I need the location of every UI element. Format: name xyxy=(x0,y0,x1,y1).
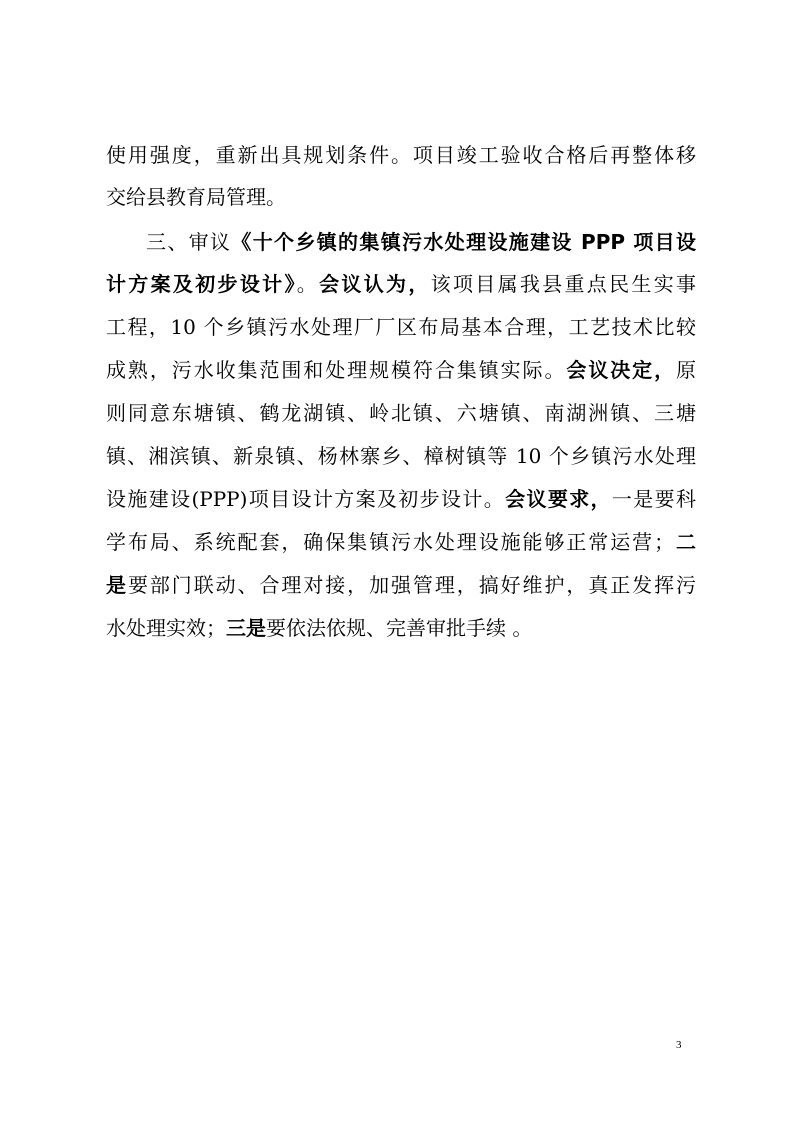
text-line xyxy=(106,182,696,212)
text-line xyxy=(106,613,696,643)
project-title-continued: 计方案及初步设计》 xyxy=(106,272,297,296)
text-span: 。 xyxy=(296,272,320,296)
text-line xyxy=(106,527,696,557)
text-span: 学布局、系统配套，确保集镇污水处理设施能够正常运营； xyxy=(106,530,675,554)
text-span: 要部门联动、合理对接，加强管理，搞好维护，真正发挥污 xyxy=(127,573,697,597)
text-span: 使用强度，重新出具规划条件。项目竣工验收合格后再整体移 xyxy=(106,143,696,167)
text-span: 设施建设(PPP)项目设计方案及初步设计。 xyxy=(106,487,506,511)
text-span: 水处理实效； xyxy=(106,616,226,640)
text-line xyxy=(106,398,696,428)
text-span: 该项目属我县重点民生实事 xyxy=(430,272,697,296)
text-line xyxy=(106,484,696,514)
text-span: 工程，10 个乡镇污水处理厂厂区布局基本合理，工艺技术比较 xyxy=(106,315,696,339)
text-line xyxy=(106,570,696,600)
text-span: 要依法依规、完善审批手续 。 xyxy=(266,616,533,640)
third-point-label: 三是 xyxy=(226,616,266,640)
section-three-heading-line xyxy=(146,227,696,257)
text-line xyxy=(106,355,696,385)
text-line xyxy=(106,269,696,299)
text-span: 一是要科 xyxy=(611,487,697,511)
text-line xyxy=(106,441,696,471)
text-span: 则同意东塘镇、鹤龙湖镇、岭北镇、六塘镇、南湖洲镇、三塘 xyxy=(106,401,696,425)
text-span: 镇、湘滨镇、新泉镇、杨林寨乡、樟树镇等 10 个乡镇污水处理 xyxy=(106,444,696,468)
page-number: 3 xyxy=(676,1039,682,1051)
text-span: 交给县教育局管理。 xyxy=(106,185,286,209)
second-point-label-continued: 是 xyxy=(106,573,128,597)
text-line xyxy=(106,312,696,342)
second-point-label: 二 xyxy=(674,530,697,554)
meeting-requires-label: 会议要求， xyxy=(505,487,612,511)
project-title: 《十个乡镇的集镇污水处理设施建设 PPP 项目设 xyxy=(231,230,697,254)
text-span: 原 xyxy=(676,358,697,382)
text-span: 成熟，污水收集范围和处理规模符合集镇实际。 xyxy=(106,358,567,382)
meeting-considered-label: 会议认为， xyxy=(319,272,431,296)
text-line xyxy=(106,140,696,170)
meeting-decided-label: 会议决定， xyxy=(566,358,677,382)
section-number: 三、审议 xyxy=(146,230,232,254)
